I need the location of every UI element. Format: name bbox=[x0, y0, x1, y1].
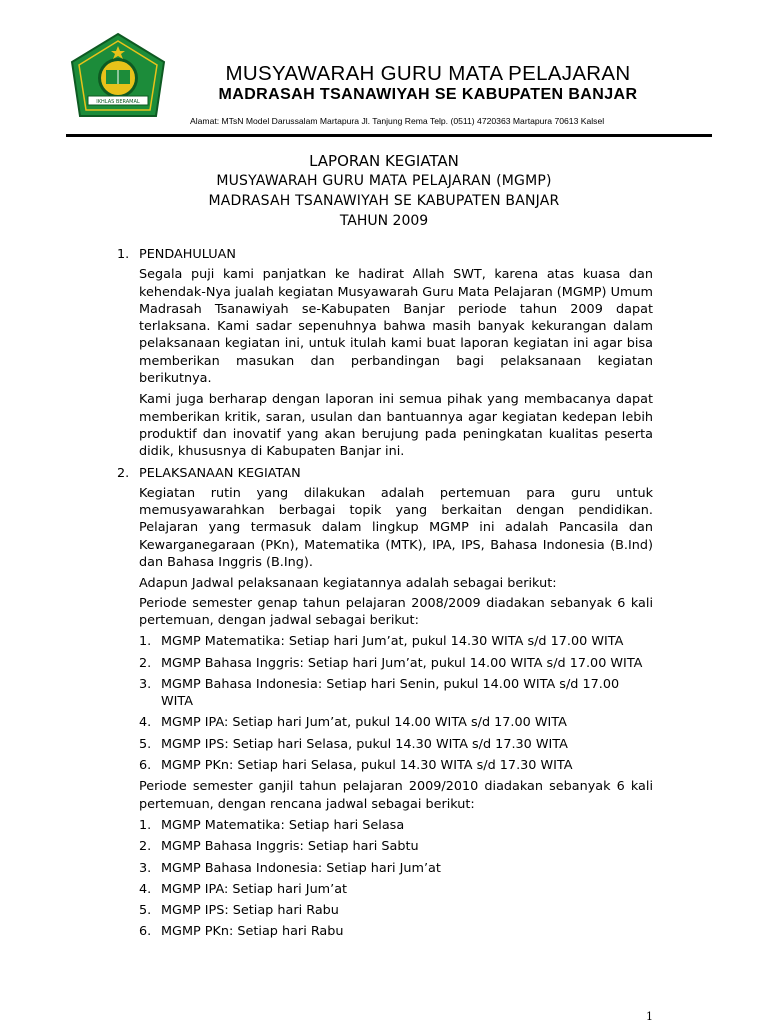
paragraph: Periode semester genap tahun pelajaran 2008/2009 diadakan sebanyak 6 kali pertemuan, dengan jadwal sebagai berikut: bbox=[139, 595, 653, 628]
list-item bbox=[139, 838, 653, 855]
paragraph: Adapun Jadwal pelaksanaan kegiatannya adalah sebagai berikut: bbox=[139, 576, 557, 592]
list-item bbox=[139, 757, 653, 774]
list-item bbox=[139, 714, 653, 731]
paragraph: Segala puji kami panjatkan ke hadirat Allah SWT, karena atas kuasa dan kehendak-Nya jualah kegiatan Musyawarah Guru Mata Pelajaran (MGMP) Umum Madrasah Tsanawiyah se-Kabupaten Banjar periode tahun 2009 dapat terlaksana. Kami sadar sepenuhnya bahwa masih banyak kekurangan dalam pelaksanaan kegiatan ini, untuk itulah kami buat laporan kegiatan ini agar bisa memberikan masukan dan perbandingan bagi pelaksanaan kegiatan berikutnya. bbox=[139, 267, 653, 387]
list-item bbox=[139, 655, 653, 672]
list-text: MGMP Bahasa Indonesia: Setiap hari Senin, pukul 14.00 WITA s/d 17.00 WITA bbox=[161, 676, 620, 710]
list-number: 5. bbox=[139, 736, 152, 752]
header-divider bbox=[66, 134, 712, 137]
paragraph: Periode semester ganjil tahun pelajaran 2009/2010 diadakan sebanyak 6 kali pertemuan, dengan rencana jadwal sebagai berikut: bbox=[139, 779, 653, 812]
list-text: MGMP IPS: Setiap hari Rabu bbox=[161, 903, 339, 919]
organization-address: Alamat: MTsN Model Darussalam Martapura Jl. Tanjung Rema Telp. (0511) 4720363 Martapura 70613 Kalsel bbox=[190, 116, 605, 126]
list-number: 6. bbox=[139, 758, 152, 774]
list-text: MGMP Bahasa Indonesia: Setiap hari Jum’at bbox=[161, 860, 441, 876]
report-body bbox=[117, 246, 653, 945]
list-text: MGMP PKn: Setiap hari Selasa, pukul 14.30 WITA s/d 17.30 WITA bbox=[161, 758, 573, 774]
list-item bbox=[139, 633, 653, 650]
schedule-genap-list bbox=[139, 633, 653, 774]
list-text: MGMP Matematika: Setiap hari Jum’at, pukul 14.30 WITA s/d 17.00 WITA bbox=[161, 634, 624, 650]
list-number: 5. bbox=[139, 903, 152, 919]
schedule-ganjil-list bbox=[139, 817, 653, 941]
list-text: MGMP IPS: Setiap hari Selasa, pukul 14.30 WITA s/d 17.30 WITA bbox=[161, 736, 568, 752]
list-text: MGMP IPA: Setiap hari Jum’at, pukul 14.00 WITA s/d 17.00 WITA bbox=[161, 715, 567, 731]
report-title-year: TAHUN 2009 bbox=[339, 213, 429, 229]
list-item bbox=[139, 736, 653, 753]
list-item bbox=[139, 817, 653, 834]
list-number: 1. bbox=[139, 817, 152, 833]
report-title: LAPORAN KEGIATAN bbox=[309, 152, 459, 170]
list-number: 2. bbox=[139, 839, 152, 855]
list-item bbox=[139, 676, 653, 711]
organization-logo bbox=[60, 32, 176, 128]
list-text: MGMP Bahasa Inggris: Setiap hari Jum’at, pukul 14.00 WITA s/d 17.00 WITA bbox=[161, 655, 643, 671]
logo-banner-text: IKHLAS BERAMAL bbox=[96, 99, 140, 105]
list-number: 1. bbox=[139, 634, 152, 650]
list-number: 2. bbox=[139, 655, 152, 671]
report-title-line2: MUSYAWARAH GURU MATA PELAJARAN (MGMP) bbox=[216, 173, 552, 189]
section-title: PENDAHULUAN bbox=[139, 247, 236, 262]
list-number: 6. bbox=[139, 924, 152, 940]
section-heading bbox=[117, 246, 653, 263]
list-number: 4. bbox=[139, 881, 152, 897]
page-number: 1 bbox=[646, 1010, 653, 1023]
organization-subtitle: MADRASAH TSANAWIYAH SE KABUPATEN BANJAR bbox=[218, 86, 638, 103]
list-number: 3. bbox=[139, 676, 152, 692]
list-item bbox=[139, 923, 653, 940]
organization-name: MUSYAWARAH GURU MATA PELAJARAN bbox=[225, 62, 631, 85]
paragraph: Kami juga berharap dengan laporan ini semua pihak yang membacanya dapat memberikan kritik, saran, usulan dan bantuannya agar kegiatan kedepan lebih produktif dan inovatif yang akan berujung pada peningkatan kualitas peserta didik, khususnya di Kabupaten Banjar ini. bbox=[139, 392, 653, 460]
list-item bbox=[139, 881, 653, 898]
list-text: MGMP Bahasa Inggris: Setiap hari Sabtu bbox=[161, 839, 419, 855]
list-item bbox=[139, 860, 653, 877]
list-text: MGMP Matematika: Setiap hari Selasa bbox=[161, 817, 405, 833]
list-item bbox=[139, 902, 653, 919]
list-number: 4. bbox=[139, 715, 152, 731]
paragraph: Kegiatan rutin yang dilakukan adalah pertemuan para guru untuk memusyawarahkan berbagai topik yang berkaitan dengan pendidikan. Pelajaran yang termasuk dalam lingkup MGMP ini adalah Pancasila dan Kewarganegaraan (PKn), Matematika (MTK), IPA, IPS, Bahasa Indonesia (B.Ind) dan Bahasa Inggris (B.Ing). bbox=[139, 485, 653, 571]
list-text: MGMP PKn: Setiap hari Rabu bbox=[161, 924, 344, 940]
list-number: 3. bbox=[139, 860, 152, 876]
section-heading bbox=[117, 465, 653, 482]
section-number: 2. bbox=[117, 465, 130, 481]
list-text: MGMP IPA: Setiap hari Jum’at bbox=[161, 881, 348, 897]
section-title: PELAKSANAAN KEGIATAN bbox=[139, 465, 301, 481]
section-number: 1. bbox=[117, 247, 130, 262]
report-title-line3: MADRASAH TSANAWIYAH SE KABUPATEN BANJAR bbox=[208, 193, 560, 209]
